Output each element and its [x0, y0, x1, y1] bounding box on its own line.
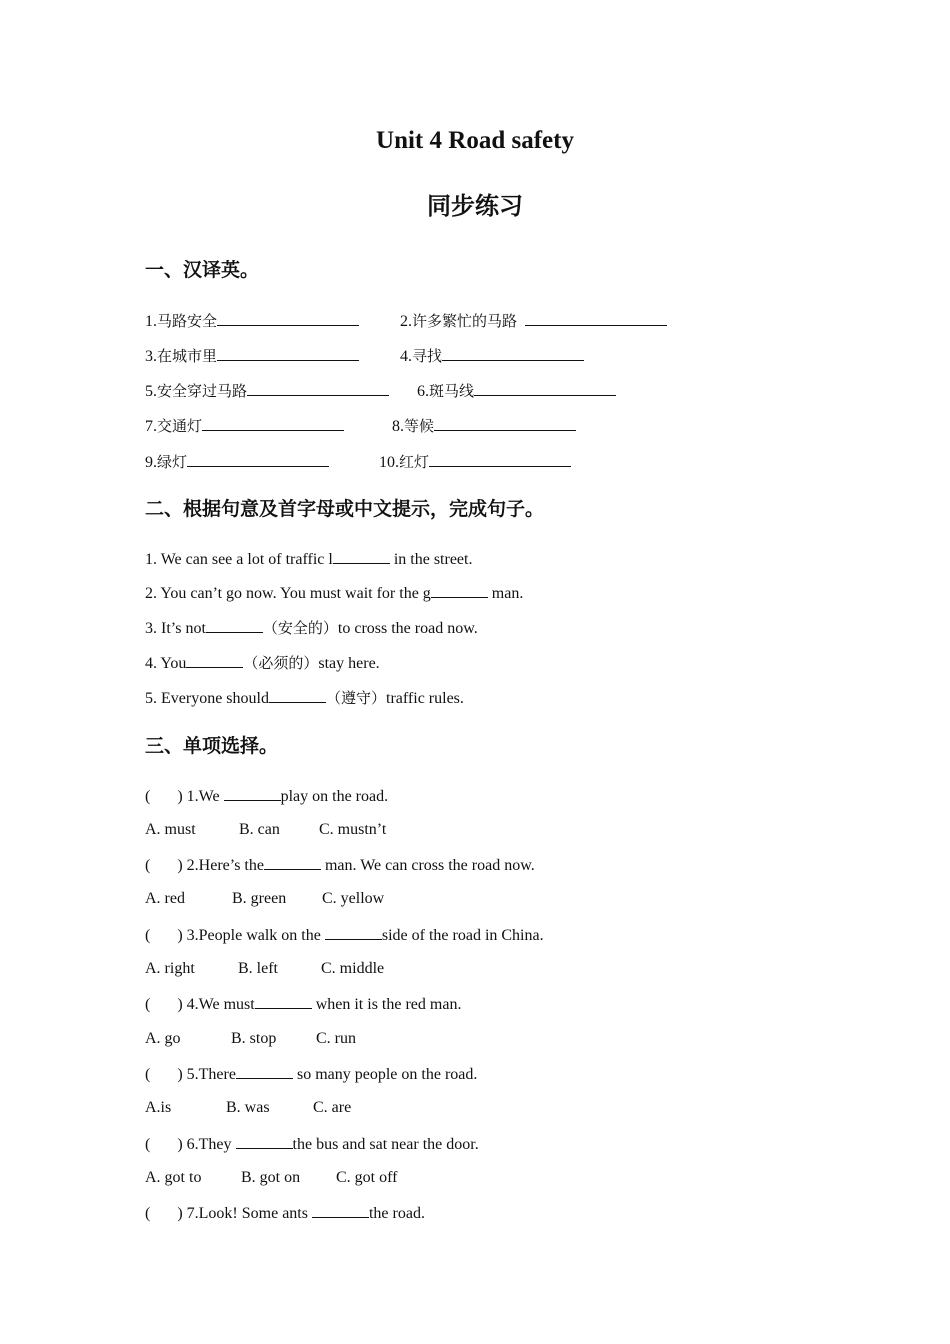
vocab-prompt: 交通灯: [157, 417, 203, 435]
answer-blank[interactable]: [187, 450, 329, 467]
answer-blank[interactable]: [269, 686, 326, 703]
answer-blank[interactable]: [206, 616, 263, 633]
vocab-item: 5.安全穿过马路: [145, 379, 389, 403]
section-3-heading: 三、单项选择。: [145, 735, 279, 757]
vocab-item: 3.在城市里: [145, 344, 359, 368]
sentence-item: 2. You can’t go now. You must wait for the g man.: [145, 581, 523, 605]
answer-blank[interactable]: [224, 784, 281, 801]
option[interactable]: B. left: [238, 960, 278, 977]
answer-blank[interactable]: [431, 581, 488, 598]
question-item: ( ) 3.People walk on the side of the road in China.: [145, 923, 544, 947]
option[interactable]: B. was: [226, 1099, 270, 1116]
answer-blank[interactable]: [325, 923, 382, 940]
vocab-prompt: 绿灯: [157, 453, 188, 471]
vocab-item: 1.马路安全: [145, 309, 359, 333]
option[interactable]: C. run: [316, 1030, 356, 1047]
sentence-item: 1. We can see a lot of traffic l in the street.: [145, 547, 472, 571]
option[interactable]: A. must: [145, 821, 196, 838]
vocab-prompt: 安全穿过马路: [157, 382, 248, 400]
option[interactable]: B. got on: [241, 1169, 301, 1186]
section-1-heading: 一、汉译英。: [145, 259, 260, 281]
answer-blank[interactable]: [217, 309, 359, 326]
answer-blank[interactable]: [255, 992, 312, 1009]
answer-blank[interactable]: [429, 450, 571, 467]
vocab-prompt: 在城市里: [157, 347, 218, 365]
vocab-prompt: 许多繁忙的马路: [412, 312, 518, 330]
vocab-item: 2.许多繁忙的马路: [400, 309, 667, 333]
option[interactable]: C. mustn’t: [319, 821, 387, 838]
answer-blank[interactable]: [525, 309, 667, 326]
vocab-item: 10.红灯: [379, 450, 571, 474]
vocab-prompt: 马路安全: [157, 312, 218, 330]
answer-blank[interactable]: [247, 379, 389, 396]
answer-blank[interactable]: [217, 344, 359, 361]
vocab-item: 7.交通灯: [145, 414, 344, 438]
answer-blank[interactable]: [186, 651, 243, 668]
answer-blank[interactable]: [202, 414, 344, 431]
worksheet-subtitle: 同步练习: [427, 192, 523, 220]
option[interactable]: B. green: [232, 890, 287, 907]
vocab-item: 9.绿灯: [145, 450, 329, 474]
answer-blank[interactable]: [474, 379, 616, 396]
option[interactable]: B. stop: [231, 1030, 277, 1047]
answer-blank[interactable]: [264, 853, 321, 870]
vocab-item: 8.等候: [392, 414, 576, 438]
answer-blank[interactable]: [434, 414, 576, 431]
sentence-item: 5. Everyone should （遵守）traffic rules.: [145, 686, 464, 710]
vocab-item: 6.斑马线: [417, 379, 616, 403]
question-item: ( ) 6.They the bus and sat near the door.: [145, 1132, 479, 1156]
section-2-heading: 二、根据句意及首字母或中文提示，完成句子。: [145, 498, 545, 520]
answer-blank[interactable]: [442, 344, 584, 361]
option[interactable]: C. got off: [336, 1169, 398, 1186]
option[interactable]: A. red: [145, 890, 185, 907]
option[interactable]: A. got to: [145, 1169, 202, 1186]
answer-blank[interactable]: [333, 547, 390, 564]
option[interactable]: C. yellow: [322, 890, 385, 907]
sentence-item: 3. It’s not （安全的）to cross the road now.: [145, 616, 478, 640]
question-item: ( ) 1.We play on the road.: [145, 784, 388, 808]
option[interactable]: A.is: [145, 1099, 172, 1116]
option[interactable]: C. middle: [321, 960, 385, 977]
question-item: ( ) 5.There so many people on the road.: [145, 1062, 477, 1086]
vocab-item: 4.寻找: [400, 344, 584, 368]
option[interactable]: C. are: [313, 1099, 352, 1116]
vocab-prompt: 红灯: [399, 453, 430, 471]
answer-blank[interactable]: [236, 1062, 293, 1079]
answer-blank[interactable]: [312, 1201, 369, 1218]
vocab-prompt: 寻找: [412, 347, 443, 365]
question-item: ( ) 7.Look! Some ants the road.: [145, 1201, 425, 1225]
option[interactable]: A. go: [145, 1030, 181, 1047]
question-item: ( ) 2.Here’s the man. We can cross the road now.: [145, 853, 535, 877]
option[interactable]: B. can: [239, 821, 280, 838]
vocab-prompt: 斑马线: [429, 382, 475, 400]
sentence-item: 4. You （必须的）stay here.: [145, 651, 380, 675]
question-item: ( ) 4.We must when it is the red man.: [145, 992, 461, 1016]
answer-blank[interactable]: [236, 1132, 293, 1149]
worksheet-title: Unit 4 Road safety: [376, 127, 574, 154]
vocab-prompt: 等候: [404, 417, 435, 435]
option[interactable]: A. right: [145, 960, 195, 977]
